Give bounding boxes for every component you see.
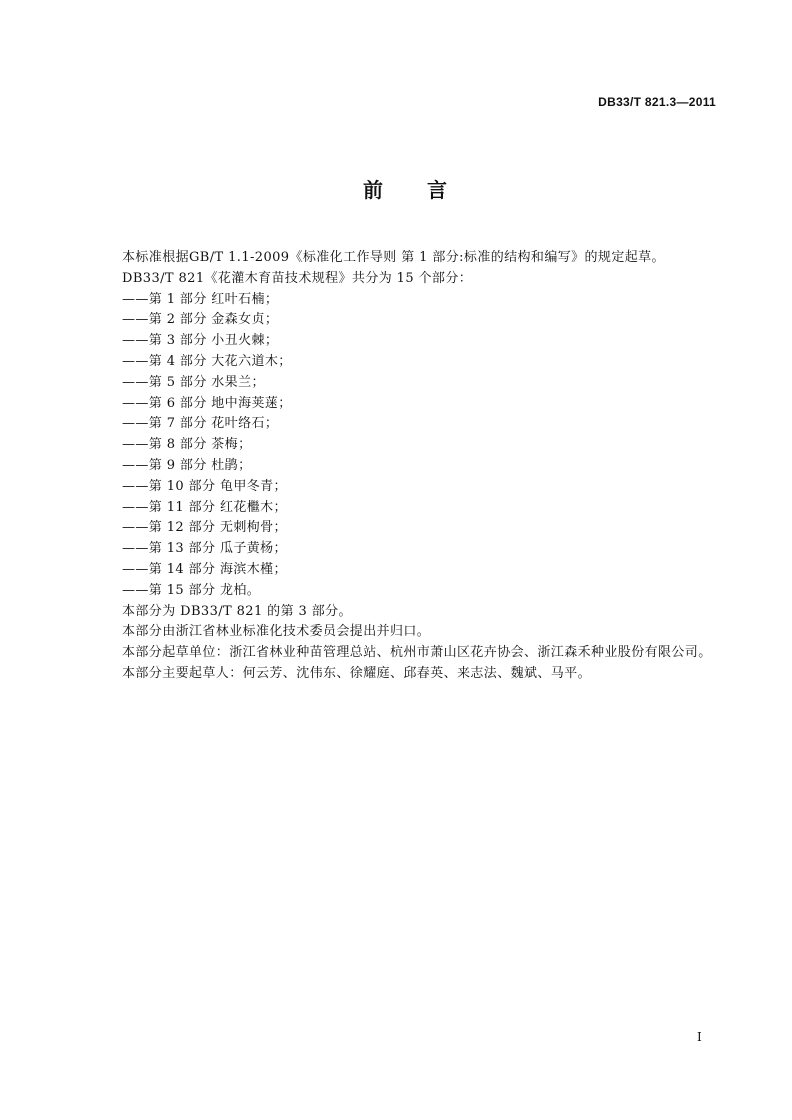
part-list-item: ——第 5 部分 水果兰； xyxy=(122,374,265,390)
paragraph-drafters: 本部分主要起草人：何云芳、沈伟东、徐耀庭、邱春英、来志法、魏斌、马平。 xyxy=(122,665,592,681)
part-list-item: ——第 3 部分 小丑火棘； xyxy=(122,333,279,349)
part-list-item: ——第 7 部分 花叶络石； xyxy=(122,416,279,432)
part-list-item: ——第 8 部分 茶梅； xyxy=(122,437,252,453)
part-list-item: ——第 4 部分 大花六道木； xyxy=(122,353,292,369)
section-title: 前 言 xyxy=(363,178,459,202)
part-list-item: ——第 2 部分 金森女贞； xyxy=(122,312,279,328)
part-list-item: ——第 14 部分 海滨木槿； xyxy=(122,561,287,577)
part-list-item: ——第 12 部分 无刺枸骨； xyxy=(122,520,287,536)
paragraph-this-part: 本部分为 DB33/T 821 的第 3 部分。 xyxy=(122,603,352,619)
part-list-item: ——第 1 部分 红叶石楠； xyxy=(122,291,279,307)
foreword-body xyxy=(122,248,742,685)
paragraph-drafting-basis: 本标准根据GB/T 1.1-2009《标准化工作导则 第 1 部分:标准的结构和编写》的规定起草。 xyxy=(122,250,665,265)
part-list-item: ——第 15 部分 龙柏。 xyxy=(122,582,261,598)
part-list-item: ——第 11 部分 红花檵木； xyxy=(122,499,287,515)
part-list-item: ——第 6 部分 地中海荚蒾； xyxy=(122,395,292,411)
paragraph-drafting-units: 本部分起草单位：浙江省林业种苗管理总站、杭州市萧山区花卉协会、浙江森禾种业股份有限公司。 xyxy=(122,645,712,661)
paragraph-proposer: 本部分由浙江省林业标准化技术委员会提出并归口。 xyxy=(122,624,431,640)
part-list-item: ——第 13 部分 瓜子黄杨； xyxy=(122,541,287,557)
paragraph-parts-overview: DB33/T 821《花灌木育苗技术规程》共分为 15 个部分： xyxy=(122,270,473,286)
page-number: I xyxy=(697,1030,702,1044)
part-list-item: ——第 9 部分 杜鹃； xyxy=(122,457,252,473)
standard-number-header: DB33/T 821.3—2011 xyxy=(598,95,716,109)
part-list-item: ——第 10 部分 龟甲冬青； xyxy=(122,478,287,494)
